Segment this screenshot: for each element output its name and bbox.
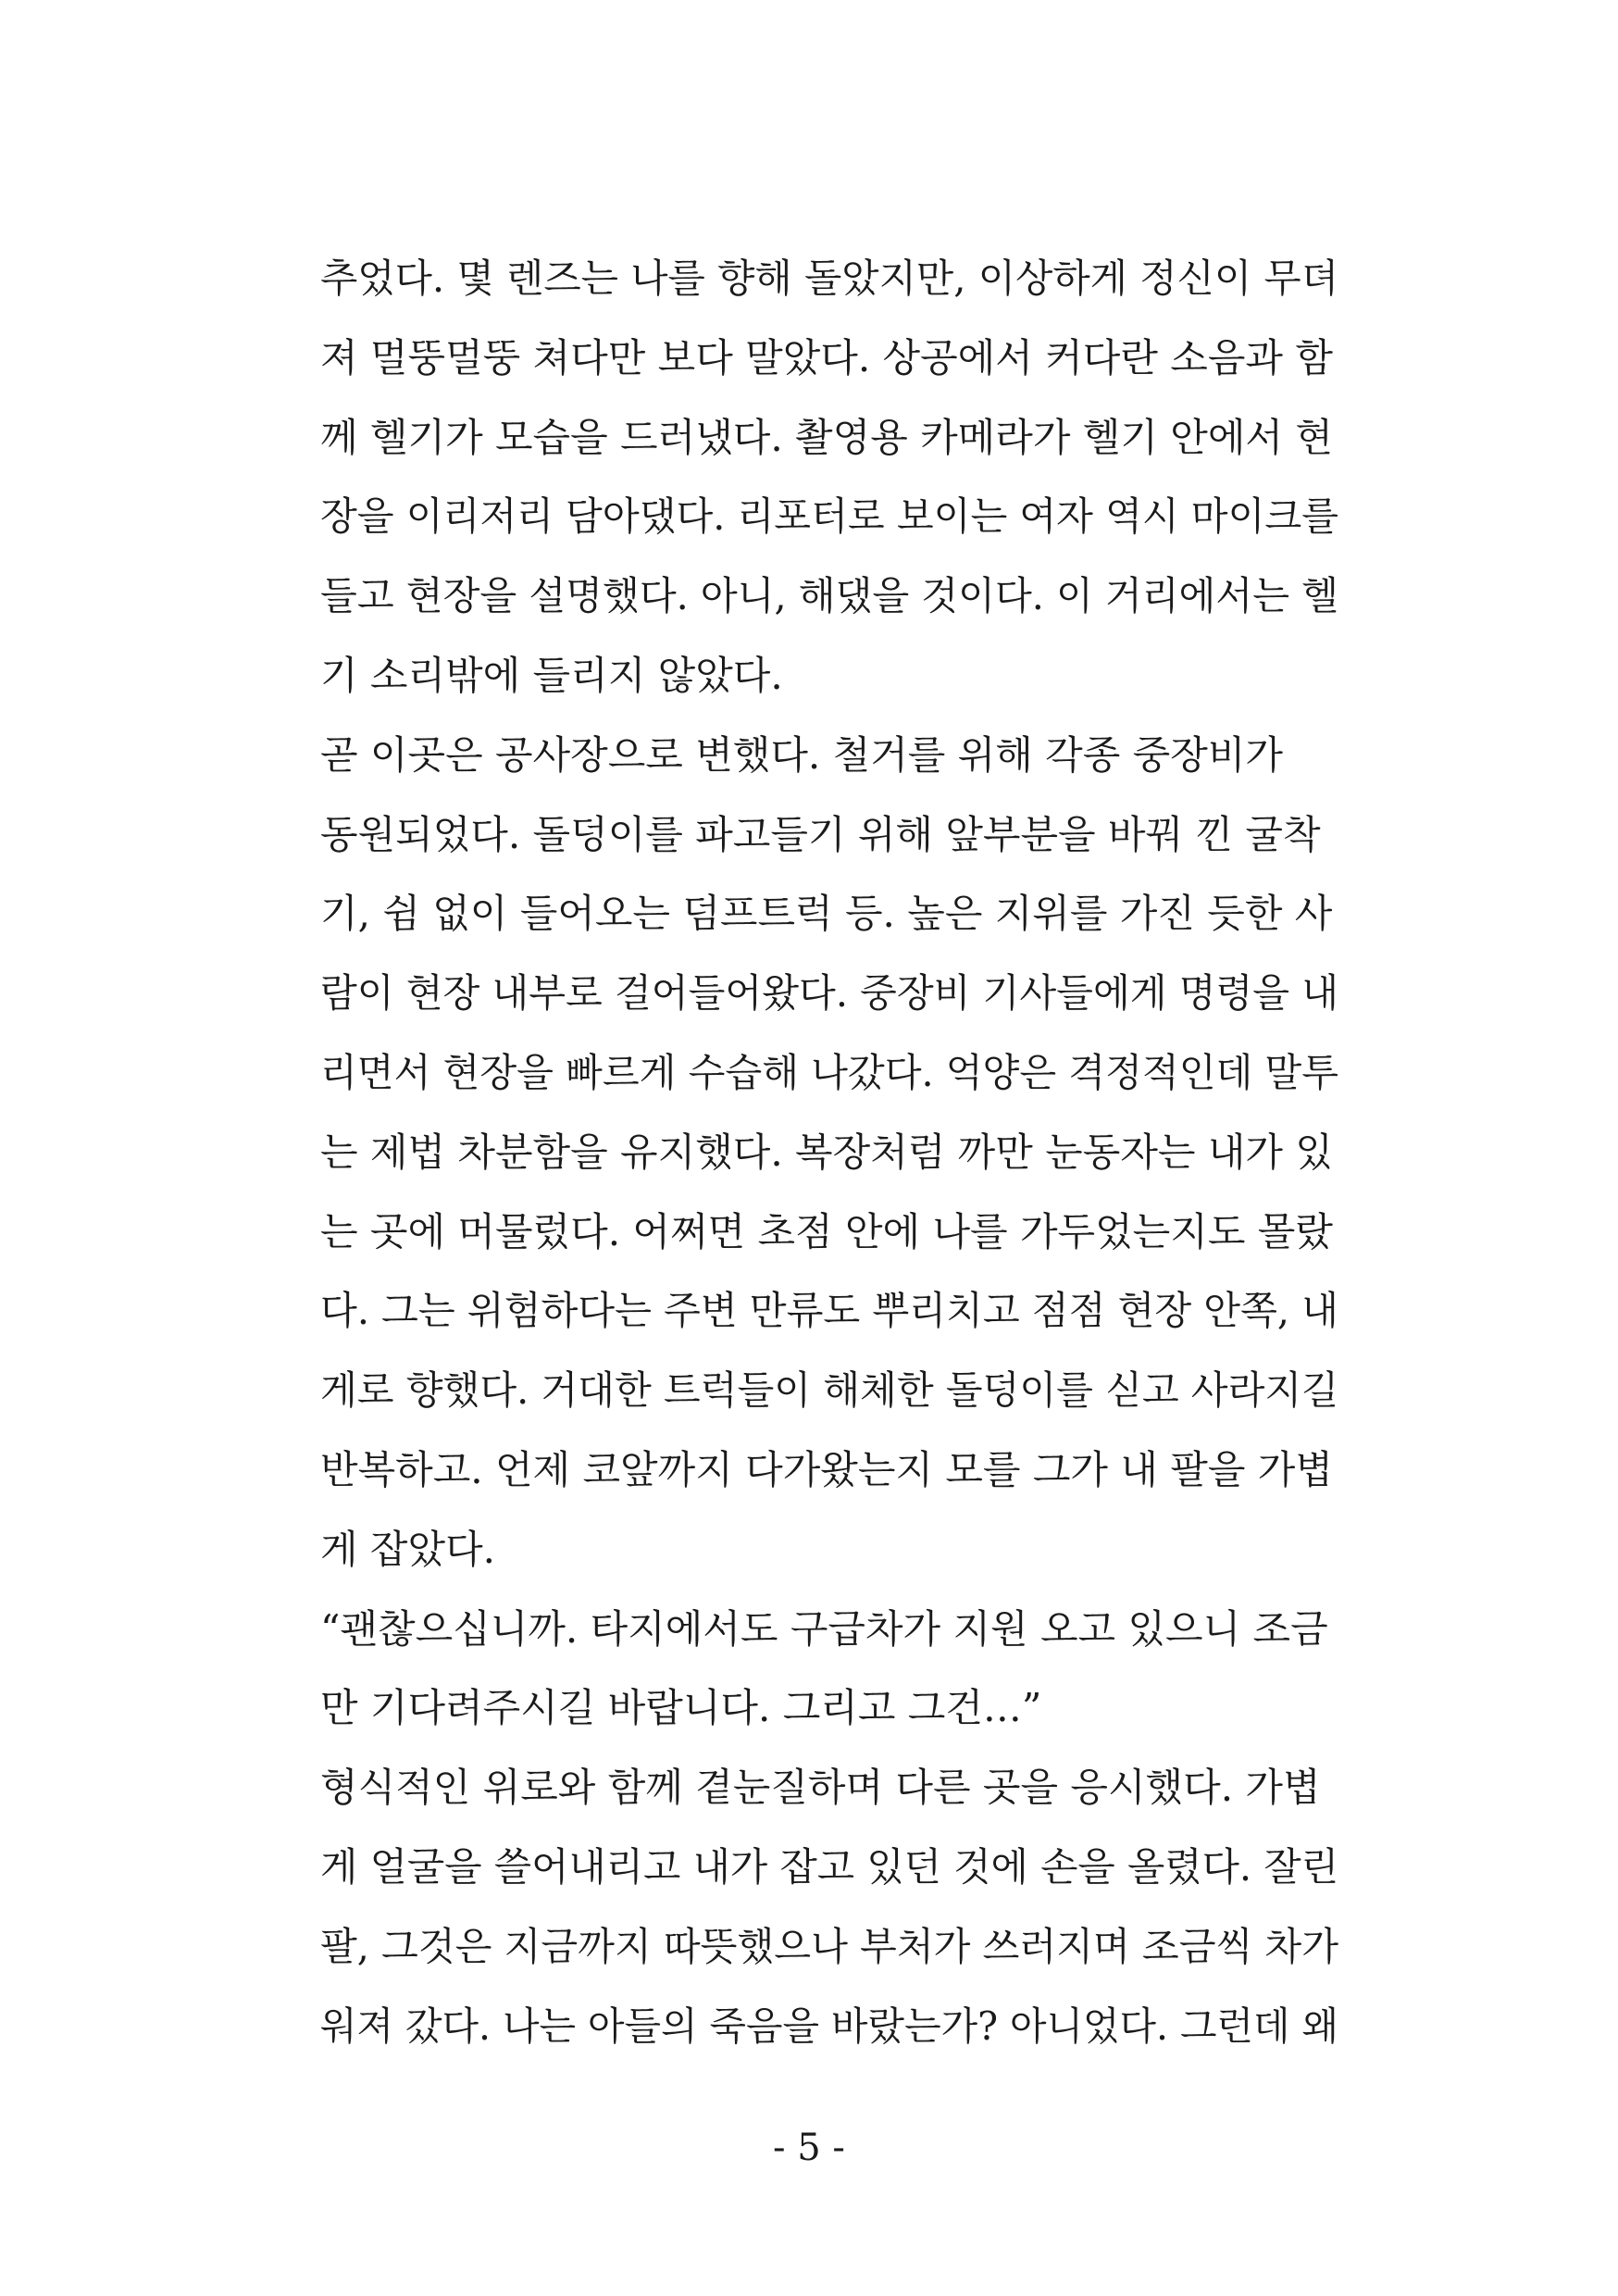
text-line: 형식적인 위로와 함께 곁눈질하며 다른 곳을 응시했다. 가볍: [320, 1765, 1321, 1811]
text-line: 곧 이곳은 공사장으로 변했다. 철거를 위해 각종 중장비가: [320, 731, 1283, 778]
text-line: 게로 향했다. 거대한 트럭들이 해체한 돌덩이를 싣고 사라지길: [320, 1367, 1339, 1414]
text-line: 게 잡았다.: [320, 1526, 495, 1572]
text-line: 워져 갔다. 나는 아들의 죽음을 바랐는가? 아니었다. 그런데 왜: [320, 2003, 1339, 2049]
text-line: 는 곳에 머물렀다. 어쩌면 초점 안에 나를 가두었는지도 몰랐: [320, 1208, 1333, 1254]
page-number: - 5 -: [773, 2127, 845, 2169]
text-line: 는 제법 차분함을 유지했다. 복장처럼 까만 눈동자는 내가 있: [320, 1129, 1333, 1175]
text-line: 팔, 그것은 지금까지 따뜻했으나 부처가 쓰러지며 조금씩 차가: [320, 1923, 1339, 1969]
text-line: 추었다. 몇 렌즈는 나를 향해 돌았지만, 이상하게 정신이 무뎌: [320, 256, 1339, 301]
text-line: 다. 그는 위험하다는 주변 만류도 뿌리치고 점점 현장 안쪽, 내: [320, 1288, 1338, 1334]
text-line: 게 얼굴을 쓸어내리고 내가 잡고 있던 것에 손을 올렸다. 잘린: [320, 1843, 1339, 1890]
text-line: 기, 쉼 없이 들어오는 덤프트럭 등. 높은 지위를 가진 듯한 사: [320, 891, 1333, 937]
body-text: [320, 239, 1338, 2065]
text-line: 져 멀뚱멀뚱 쳐다만 보다 말았다. 상공에서 커다란 소음과 함: [320, 334, 1333, 381]
text-line: 들고 현장을 설명했다. 아니, 해댔을 것이다. 이 거리에서는 헬: [320, 573, 1338, 619]
text-line: 람이 현장 내부로 걸어들어왔다. 중장비 기사들에게 명령을 내: [320, 970, 1339, 1017]
text-line: 께 헬기가 모습을 드러냈다. 촬영용 카메라가 헬기 안에서 현: [320, 414, 1333, 460]
text-line: 장을 이리저리 담아댔다. 리포터로 보이는 여자 역시 마이크를: [320, 493, 1339, 540]
text-line: 반복하고. 언제 코앞까지 다가왔는지 모를 그가 내 팔을 가볍: [320, 1446, 1333, 1492]
text-line: “괜찮으십니까. 타지에서도 구급차가 지원 오고 있으니 조금: [320, 1605, 1328, 1652]
text-line: 기 소리밖에 들리지 않았다.: [320, 652, 783, 698]
text-line: 리면서 현장을 빠르게 수습해 나갔다. 억양은 격정적인데 말투: [320, 1049, 1339, 1095]
text-line: 동원되었다. 돌덩이를 파고들기 위해 앞부분을 바꿔 낀 굴착: [320, 811, 1321, 857]
text-line: 만 기다려주시길 바랍니다. 그리고 그건…”: [320, 1685, 1042, 1731]
